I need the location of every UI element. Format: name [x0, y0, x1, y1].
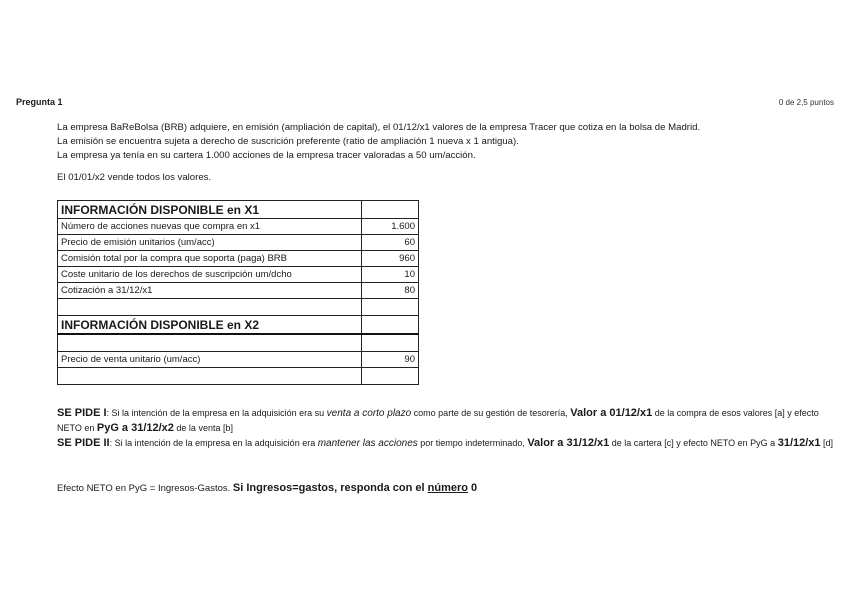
- row-value: 10: [362, 267, 419, 283]
- table-heading-x2: INFORMACIÓN DISPONIBLE en X2: [58, 316, 362, 335]
- question-statement: [57, 121, 837, 185]
- note-bold-underlined: número: [427, 482, 468, 494]
- task-text: por tiempo indeterminado,: [417, 438, 528, 448]
- task-emphasis: mantener las acciones: [317, 438, 418, 449]
- table-heading-x1: INFORMACIÓN DISPONIBLE en X1: [58, 201, 362, 219]
- row-value: 80: [362, 283, 419, 299]
- table-empty-row: [58, 299, 419, 316]
- row-value: 90: [362, 352, 419, 368]
- statement-line: El 01/01/x2 vende todos los valores.: [57, 172, 212, 183]
- table-row: [58, 267, 419, 283]
- task-bold: Valor a 31/12/x1: [527, 437, 610, 449]
- efecto-note: [57, 482, 477, 494]
- task-label: SE PIDE I: [57, 407, 107, 419]
- task-emphasis: venta a corto plazo: [326, 408, 412, 419]
- row-value: 1.600: [362, 219, 419, 235]
- row-label: Cotización a 31/12/x1: [58, 283, 362, 299]
- table-row: [58, 219, 419, 235]
- task-text: de la compra de esos valores [a] y efecto NETO en: [57, 408, 819, 433]
- row-label: Coste unitario de los derechos de suscripción um/dcho: [58, 267, 362, 283]
- statement-line: La empresa BaReBolsa (BRB) adquiere, en emisión (ampliación de capital), el 01/12/x1 valores de la empresa Tracer que cotiza en la bolsa de Madrid.: [57, 122, 701, 133]
- task-text: : Si la intención de la empresa en la adquisición era: [109, 438, 318, 448]
- note-bold: 0: [467, 482, 478, 494]
- task-2: [57, 436, 842, 451]
- statement-line: La emisión se encuentra sujeta a derecho de suscrición preferente (ratio de ampliación 1 nueva x 1 antigua).: [57, 136, 519, 147]
- task-text: de la venta [b]: [173, 423, 233, 433]
- info-table: [57, 200, 419, 385]
- task-text: : Si la intención de la empresa en la adquisición era su: [106, 408, 327, 418]
- task-bold: 31/12/x1: [777, 437, 821, 449]
- task-text: como parte de su gestión de tesorería,: [411, 408, 571, 418]
- row-label: Precio de emisión unitarios (um/acc): [58, 235, 362, 251]
- row-label: Comisión total por la compra que soporta (paga) BRB: [58, 251, 362, 267]
- table-row: [58, 235, 419, 251]
- table-row: [58, 283, 419, 299]
- note-text: Efecto NETO en PyG = Ingresos-Gastos.: [57, 483, 233, 494]
- note-bold: Si Ingresos=gastos, responda con el: [232, 482, 428, 494]
- row-value: 60: [362, 235, 419, 251]
- question-points: 0 de 2,5 puntos: [778, 98, 834, 107]
- table-empty-row: [58, 368, 419, 385]
- task-text: de la cartera [c] y efecto NETO en PyG a: [609, 438, 778, 448]
- row-label: Precio de venta unitario (um/acc): [58, 352, 362, 368]
- table-row: [58, 251, 419, 267]
- statement-line: La empresa ya tenía en su cartera 1.000 acciones de la empresa tracer valoradas a 50 um/acción.: [57, 150, 476, 161]
- task-bold: PyG a 31/12/x2: [96, 422, 174, 434]
- task-text: [d]: [820, 438, 834, 448]
- tasks-block: [57, 406, 842, 451]
- table-row: [58, 352, 419, 368]
- row-label: Número de acciones nuevas que compra en x1: [58, 219, 362, 235]
- task-label: SE PIDE II: [57, 437, 110, 449]
- table-empty-row: [58, 334, 419, 352]
- row-value: 960: [362, 251, 419, 267]
- task-1: [57, 406, 842, 436]
- question-title: Pregunta 1: [16, 97, 63, 107]
- task-bold: Valor a 01/12/x1: [570, 407, 653, 419]
